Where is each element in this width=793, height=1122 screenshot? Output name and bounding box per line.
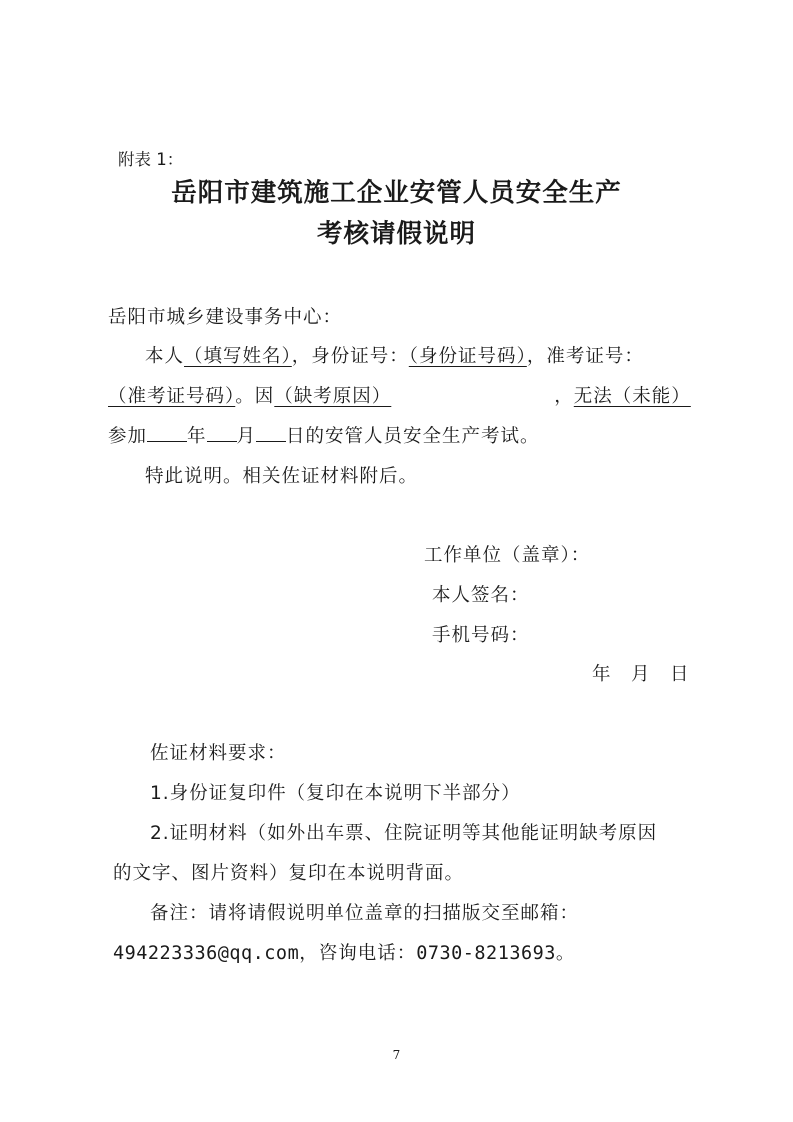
para1-line1 [145,342,644,368]
name-placeholder: （填写姓名） [184,346,292,367]
appendix-label: 附表 1： [118,150,184,169]
title-line-1: 岳阳市建筑施工企业安管人员安全生产 [171,178,622,208]
para1-line3 [108,422,540,448]
inability-placeholder: 无法（未能） [573,386,691,407]
para1-text-1: 本人 [145,346,185,367]
month-label: 月 [236,426,257,447]
id-number-placeholder: （身份证号码） [408,346,527,367]
day-label: 日的安管人员安全生产考试。 [286,426,540,447]
note-separator: ，咨询电话： [299,943,417,964]
para1-line2 [108,382,691,408]
title-line-2: 考核请假说明 [316,219,476,249]
closing-statement: 特此说明。相关佐证材料附后。 [145,466,419,487]
signer-field: 本人签名： [432,585,530,606]
month-blank [207,423,237,442]
para1-text-3: ，准考证号： [526,346,644,367]
para1-text-6: 参加 [108,426,148,447]
requirements-heading: 佐证材料要求： [150,743,287,764]
day-blank [256,423,286,442]
requirement-item-2-line-2: 的文字、图片资料）复印在本说明背面。 [113,863,465,884]
work-unit-field: 工作单位（盖章）： [424,545,591,566]
note-label: 备注： [150,903,209,924]
date-field: 年 月 日 [592,664,690,685]
requirement-item-2-line-1: 2.证明材料（如外出车票、住院证明等其他能证明缺考原因 [150,823,658,844]
page-number: 7 [392,1048,401,1062]
para1-text-2: ，身份证号： [291,346,409,367]
note-end: 。 [555,943,576,964]
reason-placeholder: （缺考原因） [274,386,392,407]
phone-field: 手机号码： [432,625,530,646]
requirement-item-1: 1.身份证复印件（复印在本说明下半部分） [150,783,521,804]
exam-number-placeholder: （准考证号码） [108,386,236,407]
para1-text-4: 。因 [235,386,275,407]
year-label: 年 [187,426,207,447]
note-line-2 [113,939,575,965]
para1-text-5: ， [554,386,574,407]
addressee: 岳阳市城乡建设事务中心： [108,307,343,328]
note-text: 请将请假说明单位盖章的扫描版交至邮箱： [208,903,580,924]
contact-phone: 0730-8213693 [416,943,556,964]
note-line-1 [150,899,579,925]
contact-email: 494223336@qq.com [113,943,300,964]
year-blank [147,423,187,442]
